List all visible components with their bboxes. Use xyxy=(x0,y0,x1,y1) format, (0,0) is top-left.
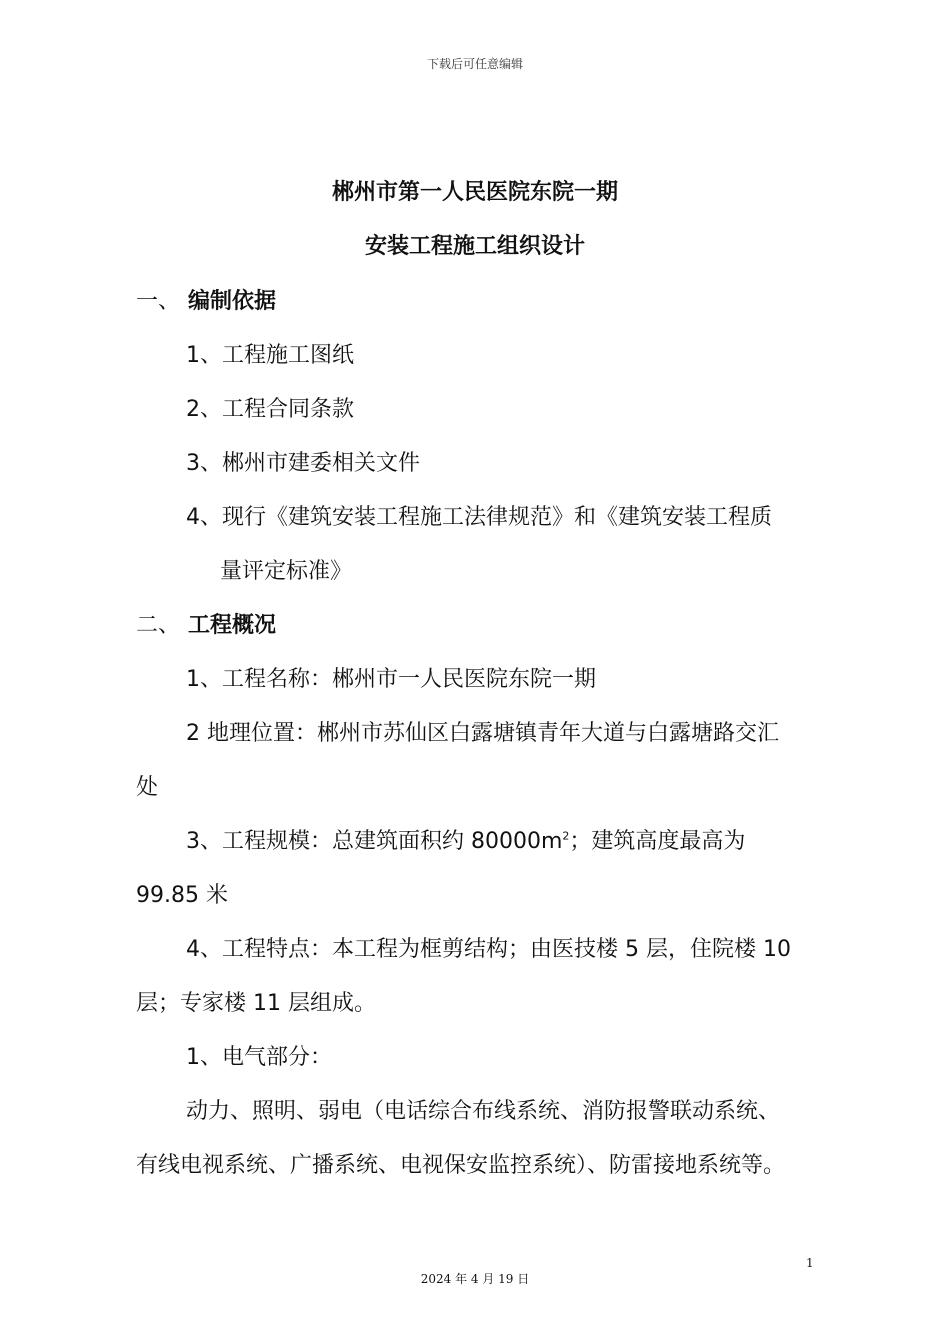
project-scale-text: 3、工程规模：总建筑面积约 80000m xyxy=(186,829,563,854)
section-number: 一、 xyxy=(136,289,181,314)
list-item: 1、工程施工图纸 xyxy=(186,343,354,368)
list-item: 2、工程合同条款 xyxy=(186,397,354,422)
electric-description: 动力、照明、弱电（电话综合布线系统、消防报警联动系统、 xyxy=(186,1099,781,1124)
project-feature: 4、工程特点：本工程为框剪结构；由医技楼 5 层，住院楼 10 xyxy=(186,937,791,962)
footer-date: 2024 年 4 月 19 日 xyxy=(420,1272,530,1286)
document-title: 郴州市第一人民医院东院一期 xyxy=(331,180,618,205)
project-location-continuation: 处 xyxy=(136,775,159,800)
list-item-continuation: 量评定标准》 xyxy=(220,559,353,584)
project-location: 2 地理位置：郴州市苏仙区白露塘镇青年大道与白露塘路交汇 xyxy=(186,721,779,746)
project-feature-continuation: 层；专家楼 11 层组成。 xyxy=(136,991,376,1016)
list-item: 3、郴州市建委相关文件 xyxy=(186,451,420,476)
project-name: 1、工程名称：郴州市一人民医院东院一期 xyxy=(186,667,596,692)
project-scale-continuation: 99.85 米 xyxy=(136,883,228,908)
document-subtitle: 安装工程施工组织设计 xyxy=(364,234,585,259)
electric-heading: 1、电气部分： xyxy=(186,1045,332,1070)
section-number: 二、 xyxy=(136,613,181,638)
project-scale xyxy=(186,826,745,858)
section-heading-2 xyxy=(136,610,276,642)
superscript: 2 xyxy=(562,829,570,843)
page-number: 1 xyxy=(806,1256,814,1270)
section-title: 工程概况 xyxy=(188,613,277,638)
project-scale-text-2: ；建筑高度最高为 xyxy=(569,829,746,854)
section-heading-1 xyxy=(136,286,276,318)
page-header: 下载后可任意编辑 xyxy=(426,57,523,71)
electric-description-continuation: 有线电视系统、广播系统、电视保安监控系统）、防雷接地系统等。 xyxy=(136,1153,786,1178)
list-item: 4、现行《建筑安装工程施工法律规范》和《建筑安装工程质 xyxy=(186,505,772,530)
section-title: 编制依据 xyxy=(188,289,277,314)
